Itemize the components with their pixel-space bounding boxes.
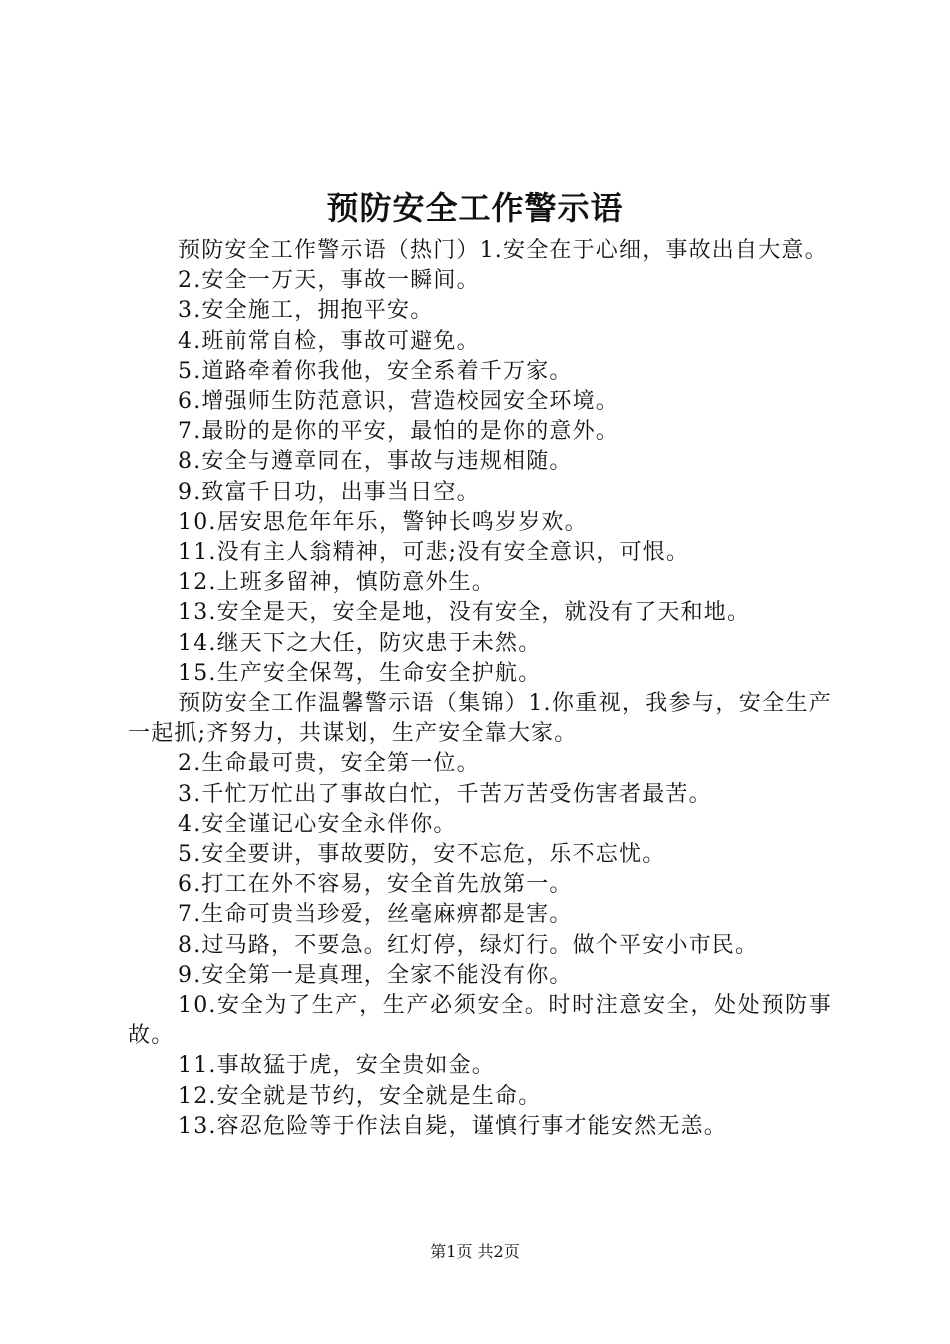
paragraph: 10.居安思危年年乐，警钟长鸣岁岁欢。 [178,509,588,535]
paragraph: 13.安全是天，安全是地，没有安全，就没有了天和地。 [178,600,751,626]
paragraph: 3.千忙万忙出了事故白忙，千苦万苦受伤害者最苦。 [178,781,712,807]
paragraph: 2.生命最可贵，安全第一位。 [178,751,480,777]
paragraph: 9.安全第一是真理，全家不能没有你。 [178,962,573,988]
paragraph: 10.安全为了生产，生产必须安全。时时注意安全，处处预防事故。 [128,993,832,1049]
paragraph: 5.安全要讲，事故要防，安不忘危，乐不忘忧。 [178,842,666,868]
page-footer: 第1页 共2页 [430,1242,520,1261]
paragraph: 6.增强师生防范意识，营造校园安全环境。 [178,389,619,415]
paragraph: 7.生命可贵当珍爱，丝毫麻痹都是害。 [178,902,573,928]
paragraph: 4.班前常自检，事故可避免。 [178,328,480,354]
document-title: 预防安全工作警示语 [326,189,624,227]
document-body [128,236,832,1142]
paragraph: 11.事故猛于虎，安全贵如金。 [178,1053,495,1079]
paragraph: 12.安全就是节约，安全就是生命。 [178,1083,542,1109]
paragraph: 8.过马路，不要急。红灯停，绿灯行。做个平安小市民。 [178,932,759,958]
paragraph: 预防安全工作温馨警示语（集锦）1.你重视，我参与，安全生产一起抓;齐努力，共谋划，生产安全靠大家。 [128,691,832,747]
paragraph: 4.安全谨记心安全永伴你。 [178,811,457,837]
paragraph: 5.道路牵着你我他，安全系着千万家。 [178,358,573,384]
paragraph: 15.生产安全保驾，生命安全护航。 [178,660,542,686]
paragraph: 9.致富千日功，出事当日空。 [178,479,480,505]
paragraph: 6.打工在外不容易，安全首先放第一。 [178,872,573,898]
paragraph: 12.上班多留神，慎防意外生。 [178,570,495,596]
paragraph: 2.安全一万天，事故一瞬间。 [178,268,480,294]
paragraph: 3.安全施工，拥抱平安。 [178,298,434,324]
paragraph: 14.继天下之大任，防灾患于未然。 [178,630,542,656]
paragraph: 预防安全工作警示语（热门）1.安全在于心细，事故出自大意。 [178,238,828,263]
paragraph: 13.容忍危险等于作法自毙，谨慎行事才能安然无恙。 [178,1113,727,1139]
paragraph: 7.最盼的是你的平安，最怕的是你的意外。 [178,419,619,445]
paragraph: 8.安全与遵章同在，事故与违规相随。 [178,449,573,475]
paragraph: 11.没有主人翁精神，可悲;没有安全意识，可恨。 [178,540,690,566]
